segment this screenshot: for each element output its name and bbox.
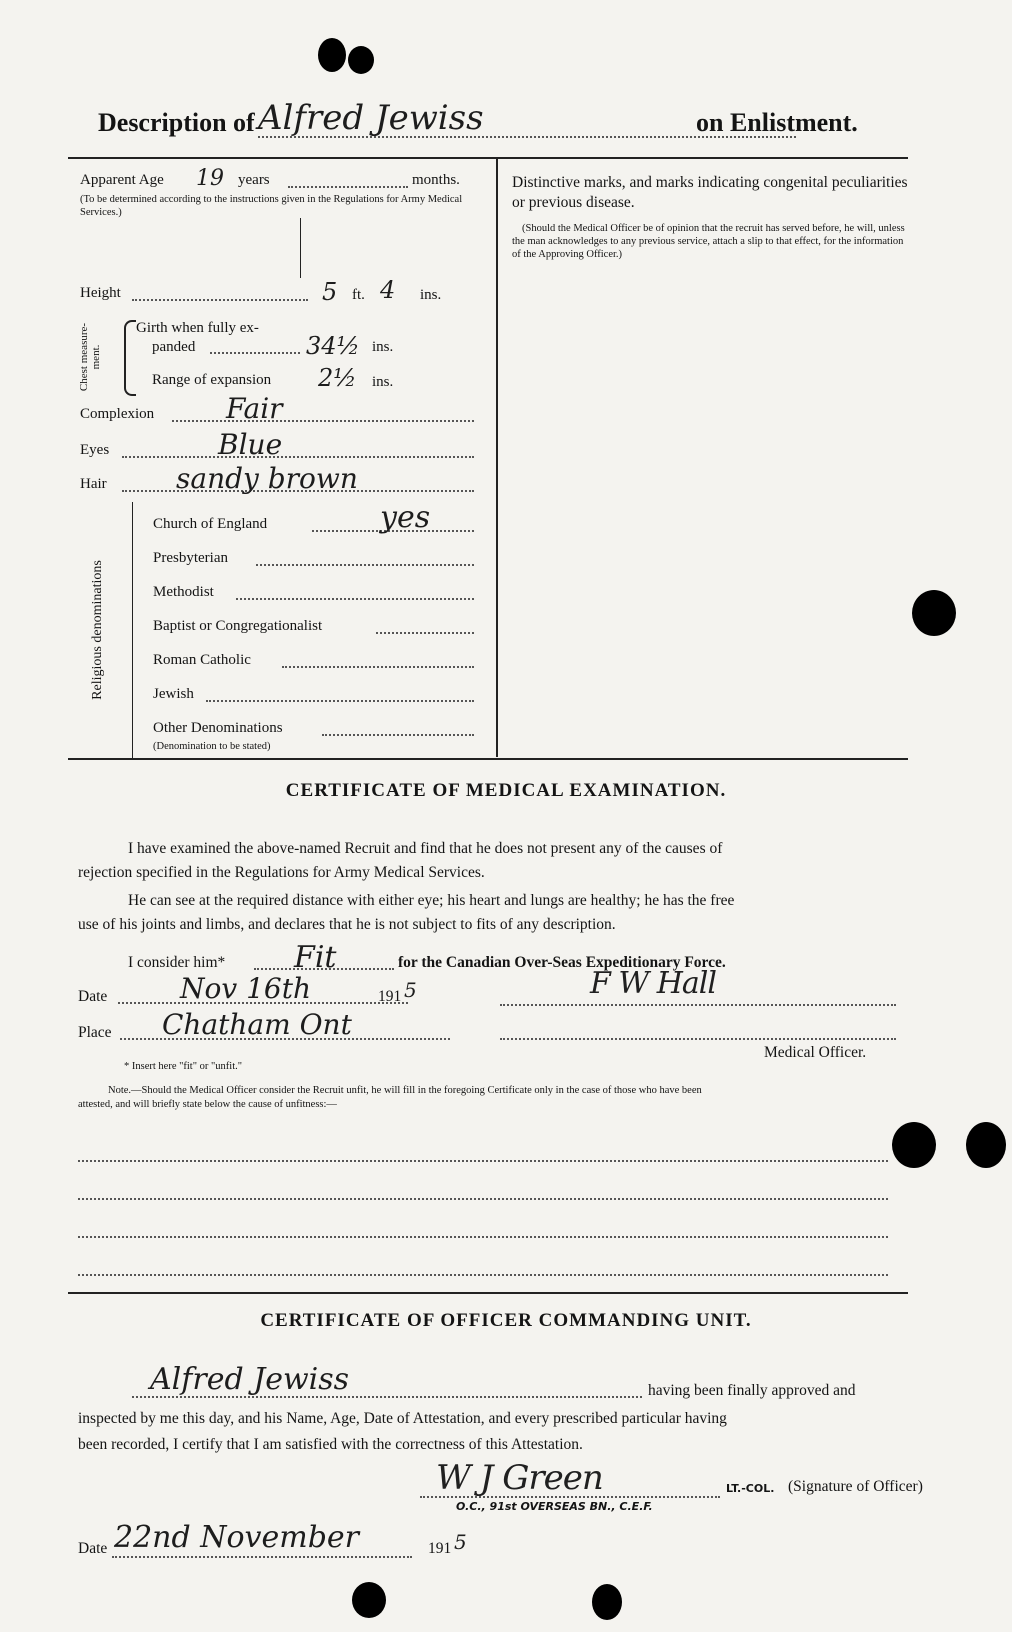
religion-bracket-line [132, 502, 133, 758]
punch-hole [352, 1582, 386, 1618]
section-rule [68, 1292, 908, 1294]
months-dots [288, 186, 408, 188]
commanding-title: CERTIFICATE OF OFFICER COMMANDING UNIT. [260, 1310, 752, 1331]
medical-para2-line2: use of his joints and limbs, and declares that he is not subject to fits of any description. [78, 916, 616, 933]
girth-value: 34½ [306, 332, 360, 360]
hair-value: sandy brown [176, 462, 358, 495]
religion-dots [376, 632, 474, 634]
religion-dots [322, 734, 474, 736]
unfitness-line [78, 1160, 888, 1162]
medical-officer-signature: F W Hall [590, 966, 716, 1001]
place-value: Chatham Ont [162, 1008, 352, 1041]
punch-hole [966, 1122, 1006, 1168]
religion-church-of-england: Church of England [153, 516, 268, 532]
religion-roman-catholic: Roman Catholic [153, 652, 251, 668]
unfit-note-line2: attested, and will briefly state below the cause of unfitness:— [78, 1099, 337, 1110]
rank-stamp: LT.-COL. [726, 1482, 775, 1495]
religion-church-of-england-value: yes [380, 500, 431, 535]
commanding-recruit-name: Alfred Jewiss [150, 1362, 350, 1397]
unfitness-line [78, 1274, 888, 1276]
commanding-year-value: 5 [454, 1530, 467, 1554]
range-unit: ins. [372, 374, 394, 390]
medical-year-label: 191 [378, 988, 402, 1005]
complexion-label: Complexion [80, 406, 155, 422]
value-column-line [300, 218, 301, 278]
commanding-line3: been recorded, I certify that I am satisfied with the correctness of this Attestation. [78, 1436, 583, 1453]
religion-label: Religious denominations [90, 560, 105, 700]
medical-year-value: 5 [404, 978, 417, 1002]
force-label: for the Canadian Over-Seas Expeditionary Force. [398, 954, 726, 971]
insert-note: * Insert here "fit" or "unfit." [124, 1061, 243, 1072]
punch-hole [912, 590, 956, 636]
recruit-name: Alfred Jewiss [258, 98, 484, 138]
medical-date-label: Date [78, 988, 108, 1005]
religion-methodist: Methodist [153, 584, 214, 600]
medical-para1-line2: rejection specified in the Regulations for Army Medical Services. [78, 864, 485, 881]
years-label: years [238, 172, 270, 188]
column-divider [496, 157, 498, 757]
section-rule [68, 758, 908, 760]
form-header [98, 100, 898, 150]
religion-dots [282, 666, 474, 668]
eyes-value: Blue [218, 428, 283, 461]
commanding-line1-end: having been finally approved and [648, 1382, 856, 1399]
commanding-date-dots [112, 1556, 412, 1558]
chest-brace [124, 320, 136, 396]
header-suffix: on Enlistment. [696, 108, 858, 137]
medical-title: CERTIFICATE OF MEDICAL EXAMINATION. [285, 780, 727, 801]
age-label: Apparent Age [80, 172, 164, 188]
religion-dots [236, 598, 474, 600]
ft-label: ft. [352, 287, 365, 303]
medical-date-value: Nov 16th [180, 972, 311, 1005]
complexion-dots [172, 420, 474, 422]
complexion-value: Fair [226, 392, 283, 425]
height-label: Height [80, 285, 121, 301]
punch-hole [892, 1122, 936, 1168]
punch-hole [592, 1584, 622, 1620]
top-rule [68, 157, 908, 159]
marks-note: (Should the Medical Officer be of opinion that the recruit has served before, he will, unless the man acknowledges to any previous service, attach a slip to that effect, for the information of the Approving Officer.) [512, 223, 905, 260]
eyes-label: Eyes [80, 442, 110, 458]
height-inches-value: 4 [380, 276, 396, 304]
religion-baptist: Baptist or Congregationalist [153, 618, 323, 634]
range-label: Range of expansion [152, 372, 272, 388]
commanding-year-label: 191 [428, 1540, 452, 1557]
officer-dots [500, 1038, 896, 1040]
commanding-name-dots [132, 1396, 642, 1398]
religion-jewish: Jewish [153, 686, 194, 702]
months-label: months. [412, 172, 460, 188]
punch-hole [348, 46, 374, 74]
religion-dots [256, 564, 474, 566]
height-feet-value: 5 [322, 278, 338, 306]
punch-hole [318, 38, 346, 72]
hair-label: Hair [80, 476, 107, 492]
unfitness-line [78, 1236, 888, 1238]
place-label: Place [78, 1024, 112, 1041]
religion-other: Other Denominations [153, 720, 283, 736]
other-denomination-note: (Denomination to be stated) [153, 741, 271, 752]
age-note: (To be determined according to the instructions given in the Regulations for Army Medical Services.) [80, 194, 463, 218]
header-prefix: Description of [98, 108, 255, 137]
ins-label: ins. [420, 287, 442, 303]
medical-para2-line1: He can see at the required distance with either eye; his heart and lungs are healthy; he has the free [128, 892, 735, 909]
eyes-dots [122, 456, 474, 458]
marks-title: Distinctive marks, and marks indicating congenital peculiarities or previous disease. [512, 174, 908, 211]
range-value: 2½ [318, 364, 357, 392]
commanding-line2: inspected by me this day, and his Name, Age, Date of Attestation, and every prescribed particular having [78, 1410, 727, 1427]
girth-label-2: panded [152, 339, 196, 355]
religion-dots [206, 700, 474, 702]
fitness-value: Fit [294, 940, 337, 975]
medical-para1-line1: I have examined the above-named Recruit and find that he does not present any of the causes of [128, 840, 723, 857]
commanding-date-value: 22nd November [114, 1520, 359, 1555]
chest-label: Chest measure-ment. [78, 322, 102, 392]
signature-of-officer-label: (Signature of Officer) [788, 1478, 923, 1495]
girth-unit: ins. [372, 339, 394, 355]
commanding-officer-signature: W J Green [436, 1458, 603, 1498]
age-value: 19 [196, 166, 224, 191]
girth-dots [210, 352, 300, 354]
signature-dots [500, 1004, 896, 1006]
commanding-date-label: Date [78, 1540, 108, 1557]
unit-stamp: O.C., 91st OVERSEAS BN., C.E.F. [456, 1500, 653, 1513]
unfitness-line [78, 1198, 888, 1200]
unfit-note-line1: Note.—Should the Medical Officer consider the Recruit unfit, he will fill in the foregoing Certificate only in the case of those who have been [108, 1085, 702, 1096]
height-dots [132, 299, 308, 301]
medical-officer-label: Medical Officer. [764, 1044, 867, 1061]
girth-label-1: Girth when fully ex- [136, 320, 259, 336]
religion-presbyterian: Presbyterian [153, 550, 228, 566]
consider-label: I consider him* [128, 954, 226, 971]
